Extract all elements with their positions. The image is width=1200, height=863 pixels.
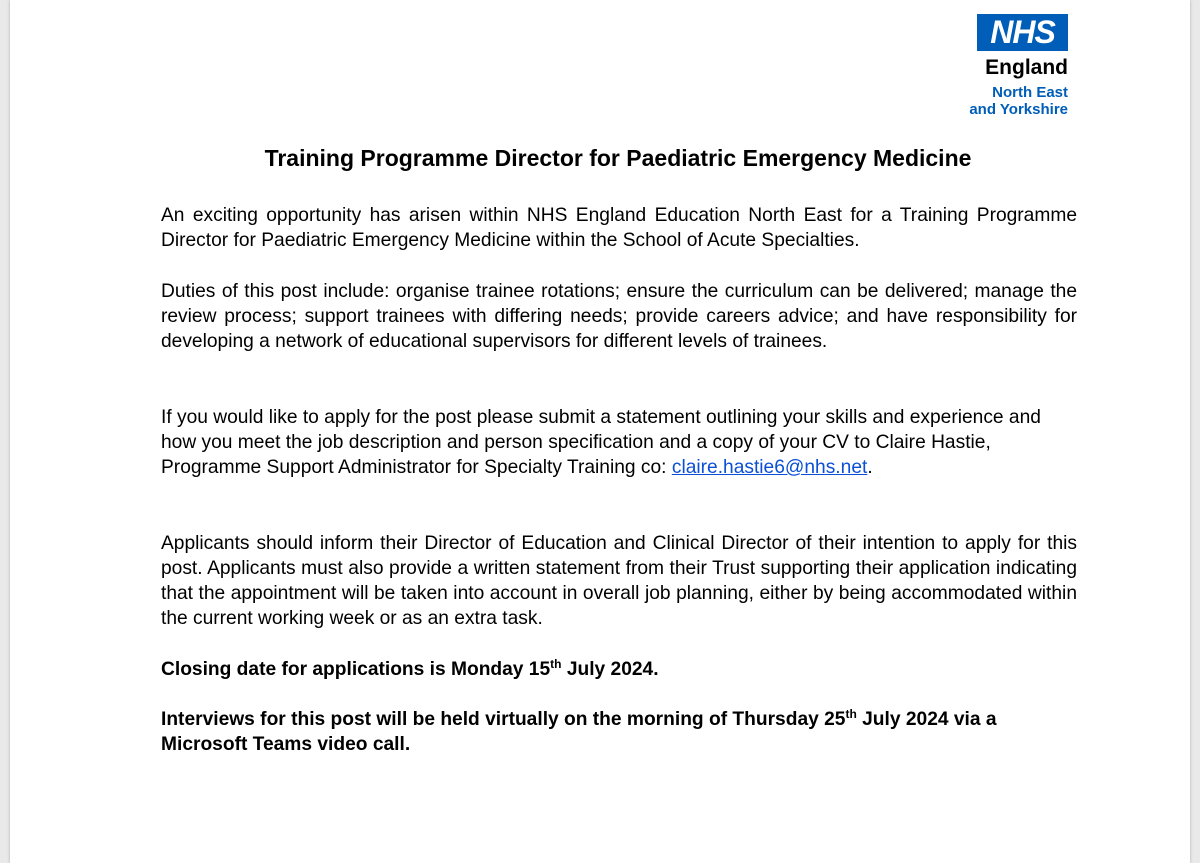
closing-date-text: Closing date for applications is Monday 15: [161, 659, 551, 680]
closing-date: [161, 657, 1077, 682]
intro-paragraph: An exciting opportunity has arisen within NHS England Education North East for a Training Programme Director for Paediatric Emergency Medicine within the School of Acute Specialties.: [161, 205, 1077, 251]
interview-rest: July 2024 via a Microsoft Teams video call.: [161, 709, 997, 755]
application-paragraph: [161, 405, 1077, 480]
document-title: Training Programme Director for Paediatric Emergency Medicine: [264, 145, 972, 171]
applicants-paragraph: Applicants should inform their Director of Education and Clinical Director of their intention to apply for this post. Applicants must also provide a written statement from their Trust supporting their application indicating that the appointment will be taken into account in overall job planning, either by being accommodated within the current working week or as an extra task.: [161, 533, 1077, 629]
nhs-logo-mark: NHS: [977, 14, 1068, 51]
logo-organisation: England: [985, 56, 1068, 79]
duties-paragraph: Duties of this post include: organise trainee rotations; ensure the curriculum can be delivered; manage the review process; support trainees with differing needs; provide careers advice; and have responsibility for developing a network of educational supervisors for different levels of trainees.: [161, 281, 1077, 352]
interview-ordinal: th: [845, 707, 857, 721]
application-end: .: [867, 457, 873, 478]
document-page: [10, 0, 1190, 863]
logo-region-line-2: and Yorkshire: [969, 101, 1068, 118]
closing-date-ordinal: th: [550, 657, 562, 671]
logo-region: [969, 84, 1068, 118]
interview-text: Interviews for this post will be held virtually on the morning of Thursday 25: [161, 709, 846, 730]
application-text: If you would like to apply for the post please submit a statement outlining your skills and experience and how you meet the job description and person specification and a copy of your CV to Claire Hastie, Programme Support Administrator for Specialty Training co:: [161, 407, 1041, 478]
closing-date-rest: July 2024.: [561, 659, 659, 680]
contact-email-link[interactable]: claire.hastie6@nhs.net: [671, 457, 868, 478]
interview-details: [161, 707, 1061, 757]
logo-region-line-1: North East: [992, 84, 1068, 101]
